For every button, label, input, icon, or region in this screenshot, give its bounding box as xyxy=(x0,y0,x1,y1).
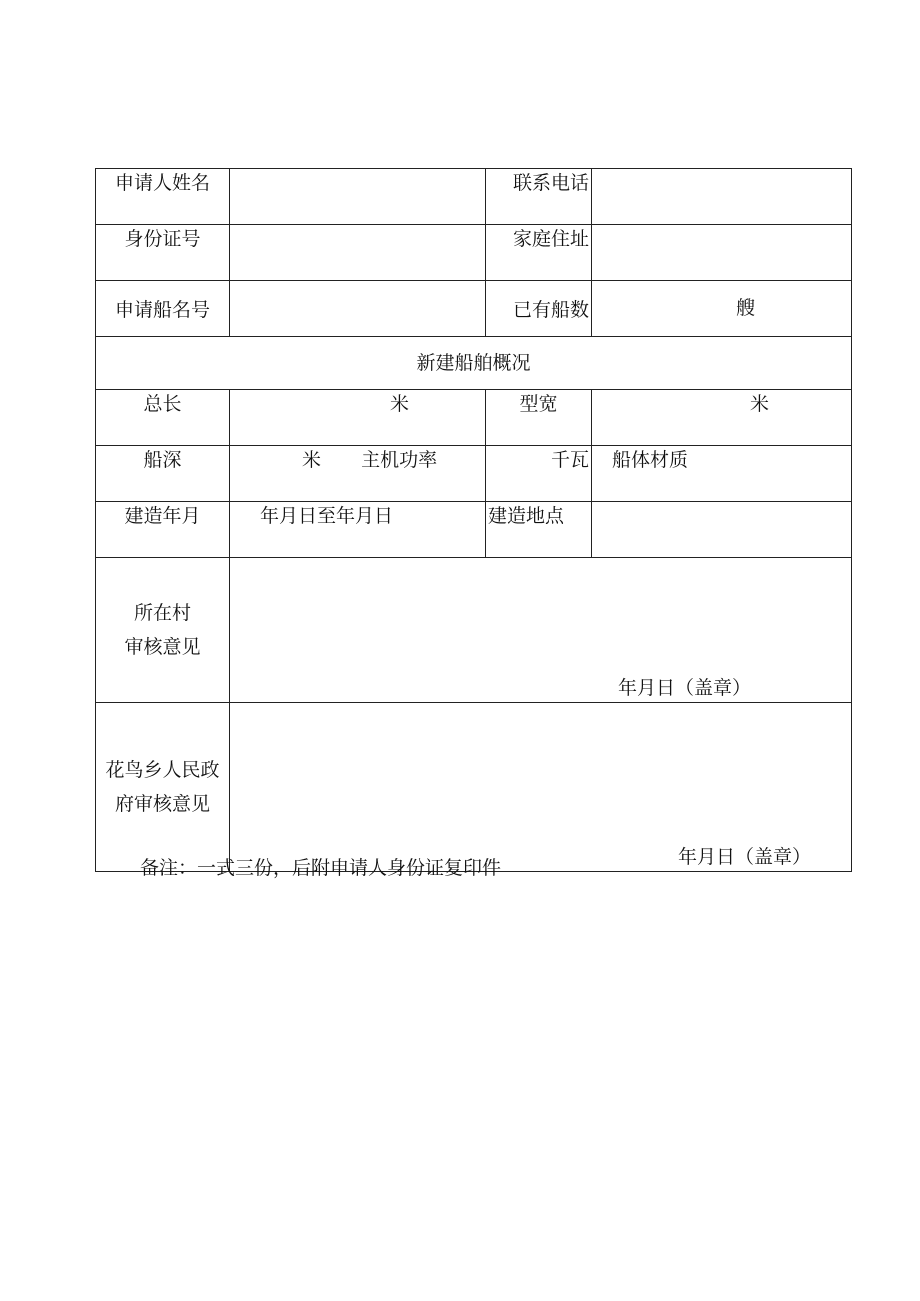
power-unit: 千瓦 xyxy=(550,449,589,471)
village-review-field[interactable] xyxy=(230,558,852,703)
material-cell[interactable] xyxy=(592,446,852,502)
id-number-field[interactable] xyxy=(230,225,486,281)
ship-name-label: 申请船名号 xyxy=(96,281,230,337)
township-review-label-line2: 府审核意见 xyxy=(114,793,210,815)
phone-field[interactable] xyxy=(592,169,852,225)
build-date-value: 年月日至年月日 xyxy=(260,505,394,527)
phone-label: 联系电话 xyxy=(486,169,592,225)
power-field[interactable] xyxy=(486,446,592,502)
village-review-label-line2: 审核意见 xyxy=(124,636,201,658)
township-review-field[interactable] xyxy=(230,703,852,872)
id-number-label: 身份证号 xyxy=(96,225,230,281)
length-unit: 米 xyxy=(390,393,410,415)
address-field[interactable] xyxy=(592,225,852,281)
depth-label: 船深 xyxy=(96,446,230,502)
length-field[interactable] xyxy=(230,390,486,446)
material-label: 船体材质 xyxy=(612,449,689,471)
village-review-label xyxy=(96,558,230,703)
build-date-field[interactable] xyxy=(230,502,486,558)
row-township-review xyxy=(96,703,852,872)
owned-ships-unit: 艘 xyxy=(736,297,756,320)
build-place-field[interactable] xyxy=(592,502,852,558)
length-label: 总长 xyxy=(96,390,230,446)
footnote: 备注：一式三份，后附申请人身份证复印件 xyxy=(140,857,502,879)
row-depth-power xyxy=(96,446,852,502)
build-place-label: 建造地点 xyxy=(486,502,592,558)
township-review-label xyxy=(96,703,230,872)
township-review-stamp: 年月日（盖章） xyxy=(677,846,811,869)
row-dimensions xyxy=(96,390,852,446)
width-label: 型宽 xyxy=(486,390,592,446)
ship-name-field[interactable] xyxy=(230,281,486,337)
applicant-name-field[interactable] xyxy=(230,169,486,225)
power-label: 主机功率 xyxy=(361,449,438,471)
form-table xyxy=(95,168,852,872)
village-review-label-line1: 所在村 xyxy=(133,602,191,624)
township-review-label-line1: 花鸟乡人民政 xyxy=(105,759,220,781)
row-section-title xyxy=(96,337,852,390)
applicant-name-label: 申请人姓名 xyxy=(96,169,230,225)
row-applicant xyxy=(96,169,852,225)
address-label: 家庭住址 xyxy=(486,225,592,281)
depth-unit: 米 xyxy=(302,449,322,471)
village-review-stamp: 年月日（盖章） xyxy=(617,677,751,700)
row-id xyxy=(96,225,852,281)
owned-ships-label: 已有船数 xyxy=(486,281,592,337)
depth-field[interactable] xyxy=(230,446,486,502)
section-title: 新建船舶概况 xyxy=(96,337,852,390)
owned-ships-field[interactable] xyxy=(592,281,852,337)
row-village-review xyxy=(96,558,852,703)
row-build xyxy=(96,502,852,558)
build-date-label: 建造年月 xyxy=(96,502,230,558)
row-ship xyxy=(96,281,852,337)
width-unit: 米 xyxy=(750,393,770,415)
width-field[interactable] xyxy=(592,390,852,446)
